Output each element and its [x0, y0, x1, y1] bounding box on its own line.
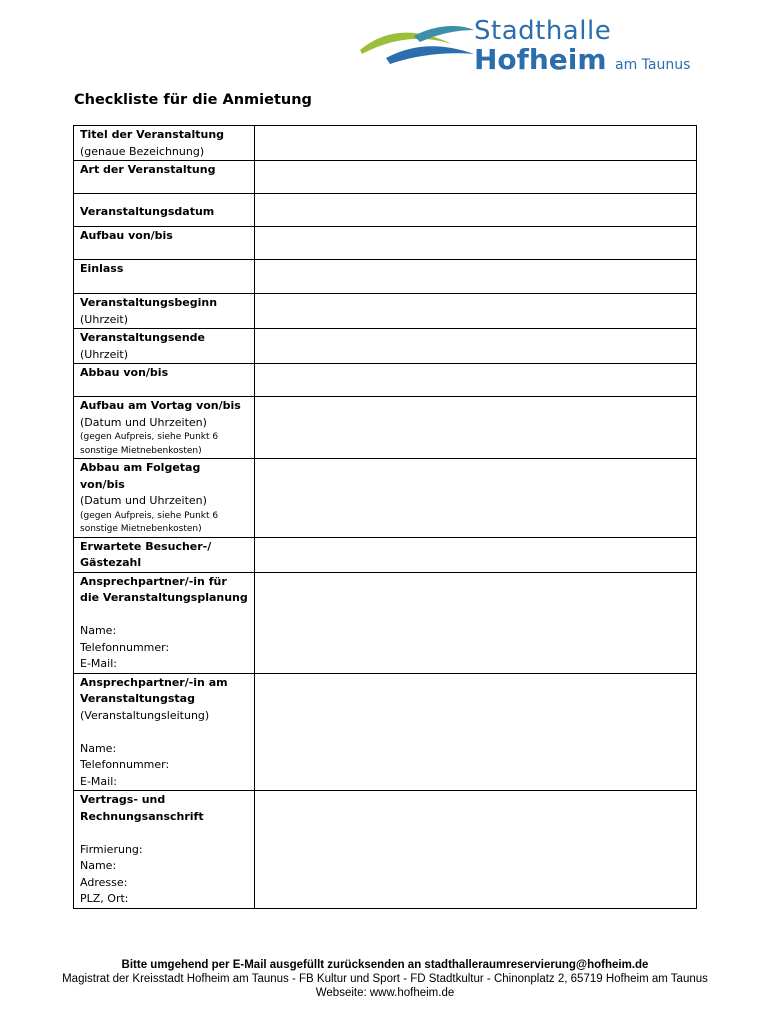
- input-aufbau-vortag[interactable]: [255, 397, 697, 459]
- input-beginn[interactable]: [255, 294, 697, 329]
- table-row: [74, 329, 697, 364]
- label-text: Rechnungsanschrift: [80, 809, 204, 823]
- input-abbau[interactable]: [255, 364, 697, 397]
- row-label-aufbau-vortag: [74, 397, 255, 459]
- label-hint: (Uhrzeit): [80, 347, 129, 361]
- table-row: [74, 791, 697, 909]
- field-label: Name:: [80, 741, 117, 755]
- table-row: [74, 397, 697, 459]
- field-label: PLZ, Ort:: [80, 892, 129, 905]
- footer-instruction: Bitte umgehend per E-Mail ausgefüllt zurücksenden an stadthalleraumreservierung@hofheim.de: [121, 959, 649, 971]
- spacer: [80, 724, 254, 741]
- label-note: sonstige Mietnebenkosten): [80, 445, 202, 456]
- input-abbau-folgetag[interactable]: [255, 459, 697, 538]
- label-text: von/bis: [80, 477, 125, 491]
- label-text: Abbau am Folgetag: [80, 461, 201, 474]
- row-label-art: [74, 161, 255, 194]
- label-text: Veranstaltungstag: [80, 692, 195, 705]
- input-einlass[interactable]: [255, 260, 697, 294]
- label-text: Veranstaltungsbeginn: [80, 296, 218, 309]
- logo-swoosh-icon: [356, 14, 476, 76]
- label-hint: (Datum und Uhrzeiten): [80, 415, 207, 429]
- label-text: Veranstaltungsdatum: [80, 204, 215, 218]
- label-text: Vertrags- und: [80, 793, 166, 806]
- label-text: Veranstaltungsende: [80, 331, 206, 344]
- row-label-abbau-folgetag: [74, 459, 255, 538]
- label-text: Ansprechpartner/-in für: [80, 574, 227, 588]
- row-label-abbau: [74, 364, 255, 397]
- label-text: Aufbau am Vortag von/bis: [80, 399, 241, 412]
- row-label-datum: [74, 194, 255, 227]
- label-text: Gästezahl: [80, 556, 142, 569]
- label-hint: (genaue Bezeichnung): [80, 144, 205, 158]
- row-label-besucher: [74, 537, 255, 572]
- spacer: [80, 825, 254, 842]
- table-row: [74, 537, 697, 572]
- input-ende[interactable]: [255, 329, 697, 364]
- logo-line-hofheim: [474, 44, 690, 81]
- label-text: Aufbau von/bis: [80, 229, 173, 242]
- field-label: Firmierung:: [80, 842, 143, 856]
- field-label: E-Mail:: [80, 657, 117, 670]
- input-besucher[interactable]: [255, 537, 697, 572]
- label-text: Einlass: [80, 262, 124, 275]
- label-text: Art der Veranstaltung: [80, 163, 216, 176]
- label-note: sonstige Mietnebenkosten): [80, 524, 202, 534]
- table-row: [74, 260, 697, 294]
- field-label: Name:: [80, 624, 117, 637]
- label-text: Abbau von/bis: [80, 366, 169, 379]
- table-row: [74, 572, 697, 673]
- row-label-anschrift: [74, 791, 255, 909]
- field-label: Adresse:: [80, 875, 128, 889]
- footer-website: Webseite: www.hofheim.de: [315, 987, 455, 999]
- logo-line-stadthalle: Stadthalle: [474, 16, 612, 46]
- label-text: Titel der Veranstaltung: [80, 128, 225, 141]
- checklist-table: [73, 125, 697, 909]
- input-datum[interactable]: [255, 194, 697, 227]
- table-row: [74, 126, 697, 161]
- field-label: Telefonnummer:: [80, 640, 170, 654]
- footer-address: Magistrat der Kreisstadt Hofheim am Taunus - FB Kultur und Sport - FD Stadtkultur - Chinonplatz 2, 65719 Hofheim am Taunus: [62, 973, 708, 985]
- field-label: E-Mail:: [80, 774, 117, 788]
- input-art[interactable]: [255, 161, 697, 194]
- table-row: [74, 364, 697, 397]
- table-row: [74, 294, 697, 329]
- page-title: Checkliste für die Anmietung: [74, 92, 312, 108]
- input-ansprechpartner-planung[interactable]: [255, 572, 697, 673]
- table-row: [74, 194, 697, 227]
- label-hint: (Veranstaltungsleitung): [80, 708, 210, 722]
- table-row: [74, 227, 697, 260]
- table-row: [74, 459, 697, 538]
- field-label: Name:: [80, 859, 117, 872]
- row-label-aufbau: [74, 227, 255, 260]
- label-note: (gegen Aufpreis, siehe Punkt 6: [80, 510, 219, 521]
- label-text: Ansprechpartner/-in am: [80, 675, 228, 689]
- label-text: Erwartete Besucher-/: [80, 539, 212, 553]
- logo-am-taunus: am Taunus: [615, 57, 691, 73]
- row-label-titel: [74, 126, 255, 161]
- row-label-ende: [74, 329, 255, 364]
- label-hint: (Uhrzeit): [80, 312, 129, 326]
- input-anschrift[interactable]: [255, 791, 697, 909]
- spacer: [80, 607, 254, 624]
- label-note: (gegen Aufpreis, siehe Punkt 6: [80, 432, 219, 442]
- stadthalle-logo: [356, 14, 701, 76]
- input-ansprechpartner-tag[interactable]: [255, 673, 697, 791]
- field-label: Telefonnummer:: [80, 758, 170, 771]
- label-text: die Veranstaltungsplanung: [80, 591, 248, 604]
- row-label-ansprechpartner-tag: [74, 673, 255, 791]
- row-label-einlass: [74, 260, 255, 294]
- row-label-ansprechpartner-planung: [74, 572, 255, 673]
- label-hint: (Datum und Uhrzeiten): [80, 494, 207, 507]
- input-aufbau[interactable]: [255, 227, 697, 260]
- logo-hofheim: Hofheim: [474, 43, 607, 76]
- table-row: [74, 161, 697, 194]
- input-titel[interactable]: [255, 126, 697, 161]
- table-row: [74, 673, 697, 791]
- row-label-beginn: [74, 294, 255, 329]
- page-footer: [0, 958, 770, 1000]
